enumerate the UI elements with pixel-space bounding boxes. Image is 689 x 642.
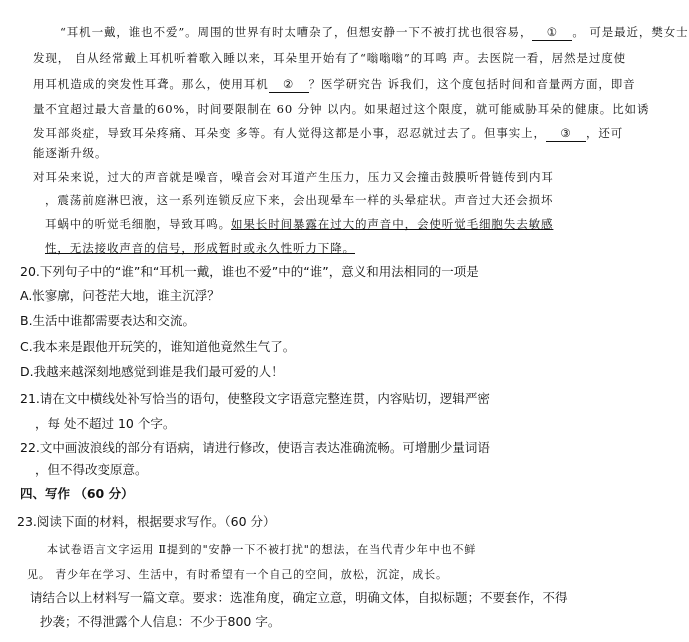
- text: 发耳部炎症，导致耳朵疼痛、耳朵变 多等。有人觉得这都是小事，忍忍就过去了。但事实上，: [33, 126, 546, 140]
- passage-line: 对耳朵来说，过大的声音就是噪音，噪音会对耳道产生压力，压力又会撞击鼓膜听骨链传到内耳: [33, 170, 554, 184]
- requirement-line: 请结合以上材料写一篇文章。要求：选准角度，确定立意，明确文体，自拟标题；不要套作，不得: [30, 590, 568, 605]
- question-20-stem: 20.下列句子中的“谁”和“耳机一戴，谁也不爱”中的“谁”，意义和用法相同的一项是: [20, 264, 479, 279]
- text: 用耳机造成的突发性耳聋。那么，使用耳机: [33, 77, 269, 91]
- text: ，还可: [585, 126, 624, 140]
- requirement-line: 抄袭；不得泄露个人信息：不少于800 字。: [40, 614, 281, 629]
- question-23-stem: 23.阅读下面的材料，根据要求写作。（60 分）: [17, 514, 276, 529]
- option-a: A.怅寥廓，问苍茫大地，谁主沉浮？: [20, 288, 220, 303]
- material-line: 本试卷语言文字运用 Ⅱ提到的"安静一下不被打扰"的想法，在当代青少年中也不鲜: [47, 543, 477, 556]
- text: 耳蜗中的听觉毛细胞，导致耳鸣。: [45, 217, 231, 231]
- passage-line: ，震荡前庭淋巴液，这一系列连锁反应下来，会出现晕车一样的头晕症状。声音过大还会损坏: [45, 193, 554, 207]
- question-22-cont: ，但不得改变原意。: [35, 462, 148, 477]
- question-21-cont: ，每 处不超过 10 个字。: [35, 416, 176, 431]
- question-22: 22.文中画波浪线的部分有语病，请进行修改，使语言表达准确流畅。可增删少量词语: [20, 440, 490, 455]
- blank-3: ③: [546, 125, 586, 142]
- passage-line: [60, 24, 689, 41]
- option-d: D.我越来越深刻地感觉到谁是我们最可爱的人！: [20, 364, 284, 379]
- passage-line: [33, 76, 636, 93]
- wavy-underlined-sentence: 性，无法接收声音的信号，形成暂时或永久性听力下降。: [45, 241, 355, 255]
- passage-line: 量不宜超过最大音量的60%，时间要限制在 60 分钟 以内。如果超过这个限度，就可能威胁耳朵的健康。比如诱: [33, 102, 650, 116]
- option-c: C.我本来是跟他开玩笑的，谁知道他竟然生气了。: [20, 339, 296, 354]
- section-heading: 四、写作 （60 分）: [20, 486, 134, 501]
- wavy-underlined-sentence: 如果长时间暴露在过大的声音中，会使听觉毛细胞失去敏感: [231, 217, 554, 231]
- question-21: 21.请在文中横线处补写恰当的语句，使整段文字语意完整连贯，内容贴切，逻辑严密: [20, 391, 490, 406]
- passage-line: 能逐渐升级。: [33, 146, 108, 160]
- blank-2: ②: [269, 76, 309, 93]
- material-line: 见。 青少年在学习、生活中，有时希望有一个自己的空间，放松，沉淀，成长。: [27, 568, 448, 581]
- passage-line: [45, 216, 553, 232]
- option-b: B.生活中谁都需要表达和交流。: [20, 313, 196, 328]
- text: “耳机一戴，谁也不爱”。周围的世界有时太嘈杂了，但想安静一下不被打扰也很容易，: [60, 25, 533, 39]
- text: ？医学研究告 诉我们，这个度包括时间和音量两方面，即音: [308, 77, 636, 91]
- text: 。 可是最近，樊女士: [572, 25, 689, 39]
- blank-1: ①: [532, 24, 572, 41]
- passage-line: [33, 125, 623, 142]
- passage-line: 发现， 自从经常戴上耳机听着歌入睡以来，耳朵里开始有了“嗡嗡嗡”的耳鸣 声。去医院一看，居然是过度使: [33, 51, 627, 65]
